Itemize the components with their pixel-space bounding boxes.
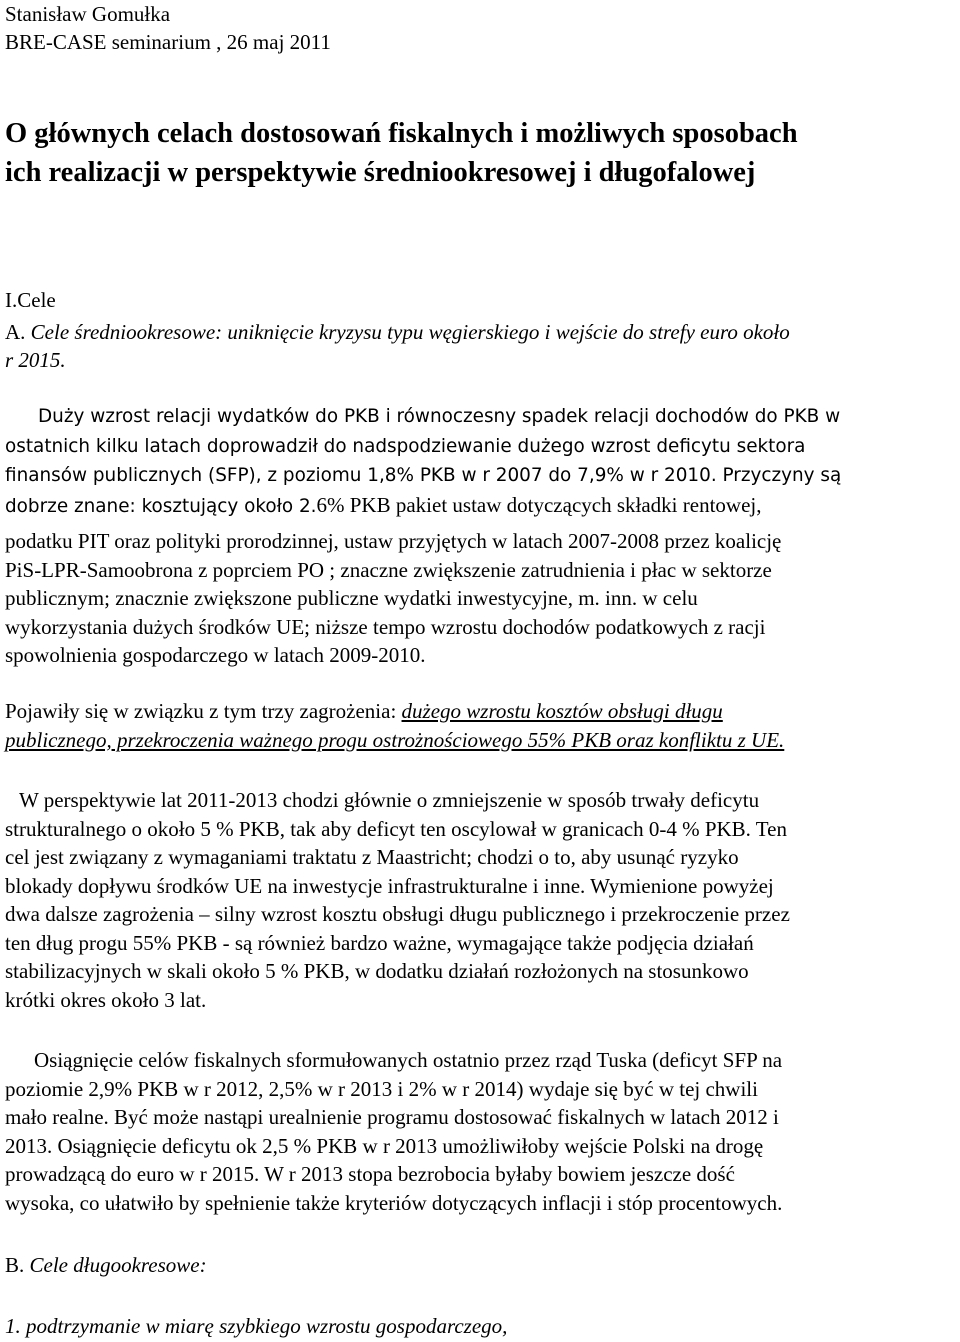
title-line-2: ich realizacji w perspektywie średniookresowej i długofalowej	[5, 157, 756, 188]
paragraph-4-line-5: prowadzącą do euro w r 2015. W r 2013 stopa bezrobocia byłaby bowiem jeszcze dość	[5, 1162, 735, 1186]
paragraph-1-line-9: spowolnienia gospodarczego w latach 2009-2010.	[5, 643, 426, 667]
paragraph-2-line-1	[5, 697, 960, 726]
paragraph-3-line-4: blokady dopływu środków UE na inwestycje infrastrukturalne i inne. Wymienione powyżej	[5, 873, 774, 898]
paragraph-4-line-1: Osiągnięcie celów fiskalnych sformułowanych ostatnio przez rząd Tuska (deficyt SFP na	[34, 1048, 783, 1072]
paragraph-1-line-5: podatku PIT oraz polityki prorodzinnej, ustaw przyjętych w latach 2007-2008 przez koalicję	[5, 529, 782, 553]
section-b-label: B.	[5, 1253, 25, 1277]
event-line: BRE-CASE seminarium , 26 maj 2011	[5, 30, 331, 54]
section-i-label: I.	[5, 288, 18, 312]
paragraph-1-line-4-serif: 6% PKB pakiet ustaw dotyczących składki rentowej,	[316, 492, 762, 517]
paragraph-3	[5, 786, 960, 1014]
paragraph-1-line-2: ostatnich kilku latach doprowadził do nadspodziewanie dużego wzrost deficytu sektora	[5, 435, 806, 457]
paragraph-2-threats-2: publicznego, przekroczenia ważnego progu ostrożnościowego 55% PKB oraz konfliktu z UE.	[5, 727, 785, 752]
section-i-text: Cele	[17, 288, 56, 312]
paragraph-3-line-7: stabilizacyjnych w skali około 5 % PKB, w dodatku działań rozłożonych na stosunkowo	[5, 959, 749, 983]
paragraph-1-line-8: wykorzystania dużych środków UE; niższe tempo wzrostu dochodów podatkowych z racji	[5, 614, 766, 639]
paragraph-4-line-2: poziomie 2,9% PKB w r 2012, 2,5% w r 2013 i 2% w r 2014) wydaje się być w tej chwili	[5, 1076, 758, 1101]
paragraph-4	[5, 1046, 960, 1217]
paragraph-4-line-6: wysoka, co ułatwiło by spełnienie także kryteriów dotyczących inflacji i stóp procentowych.	[5, 1190, 783, 1215]
section-a-label: A.	[5, 320, 26, 344]
paragraph-3-line-5: dwa dalsze zagrożenia – silny wzrost kosztu obsługi długu publicznego i przekroczenie przez	[5, 902, 790, 926]
paragraph-2-threats-1: dużego wzrostu kosztów obsługi długu	[401, 699, 723, 723]
document-title	[5, 114, 960, 192]
paragraph-2	[5, 697, 960, 754]
section-i-heading	[5, 286, 960, 314]
paragraph-4-line-4: 2013. Osiągnięcie deficytu ok 2,5 % PKB w r 2013 umożliwiłoby wejście Polski na drogę	[5, 1133, 764, 1158]
section-a-heading	[5, 318, 960, 374]
paragraph-1-line-4-sans: dobrze znane: kosztujący około 2.	[5, 495, 317, 517]
paragraph-3-line-2: strukturalnego o około 5 % PKB, tak aby deficyt ten oscylował w granicach 0-4 % PKB. Ten	[5, 816, 787, 841]
paragraph-1	[5, 402, 960, 670]
paragraph-1-line-4	[5, 491, 960, 528]
list-b-item-1: 1. podtrzymanie w miarę szybkiego wzrostu gospodarczego,	[5, 1314, 508, 1338]
paragraph-1-line-1: Duży wzrost relacji wydatków do PKB i równoczesny spadek relacji dochodów do PKB w	[38, 406, 841, 427]
paragraph-1-line-7: publicznym; znacznie zwiększone publiczne wydatki inwestycyjne, m. inn. w celu	[5, 586, 698, 610]
section-a-text-line-1: Cele średniookresowe: uniknięcie kryzysu typu węgierskiego i wejście do strefy euro około	[30, 320, 790, 344]
author-name: Stanisław Gomułka	[5, 2, 171, 26]
paragraph-4-line-3: mało realne. Być może nastąpi urealnienie programu dostosować fiskalnych w latach 2012 i	[5, 1105, 779, 1129]
section-a-text-line-2: r 2015.	[5, 348, 66, 372]
document-header	[5, 0, 960, 56]
paragraph-2-intro: Pojawiły się w związku z tym trzy zagrożenia:	[5, 699, 402, 723]
section-b-text: Cele długookresowe:	[29, 1253, 207, 1277]
paragraph-1-line-6: PiS-LPR-Samoobrona z poprciem PO ; znaczne zwiększenie zatrudnienia i płac w sektorze	[5, 557, 772, 582]
paragraph-1-line-3: finansów publicznych (SFP), z poziomu 1,8% PKB w r 2007 do 7,9% w r 2010. Przyczyny są	[5, 465, 842, 486]
section-b-heading	[5, 1251, 960, 1279]
paragraph-3-line-3: cel jest związany z wymaganiami traktatu z Maastricht; chodzi o to, aby usunąć ryzyko	[5, 845, 739, 869]
title-line-1: O głównych celach dostosowań fiskalnych i możliwych sposobach	[5, 118, 798, 149]
paragraph-3-line-8: krótki okres około 3 lat.	[5, 987, 207, 1012]
paragraph-3-line-1: W perspektywie lat 2011-2013 chodzi głównie o zmniejszenie w sposób trwały deficytu	[19, 788, 760, 812]
paragraph-3-line-6: ten dług progu 55% PKB - są również bardzo ważne, wymagające także podjęcia działań	[5, 930, 754, 955]
